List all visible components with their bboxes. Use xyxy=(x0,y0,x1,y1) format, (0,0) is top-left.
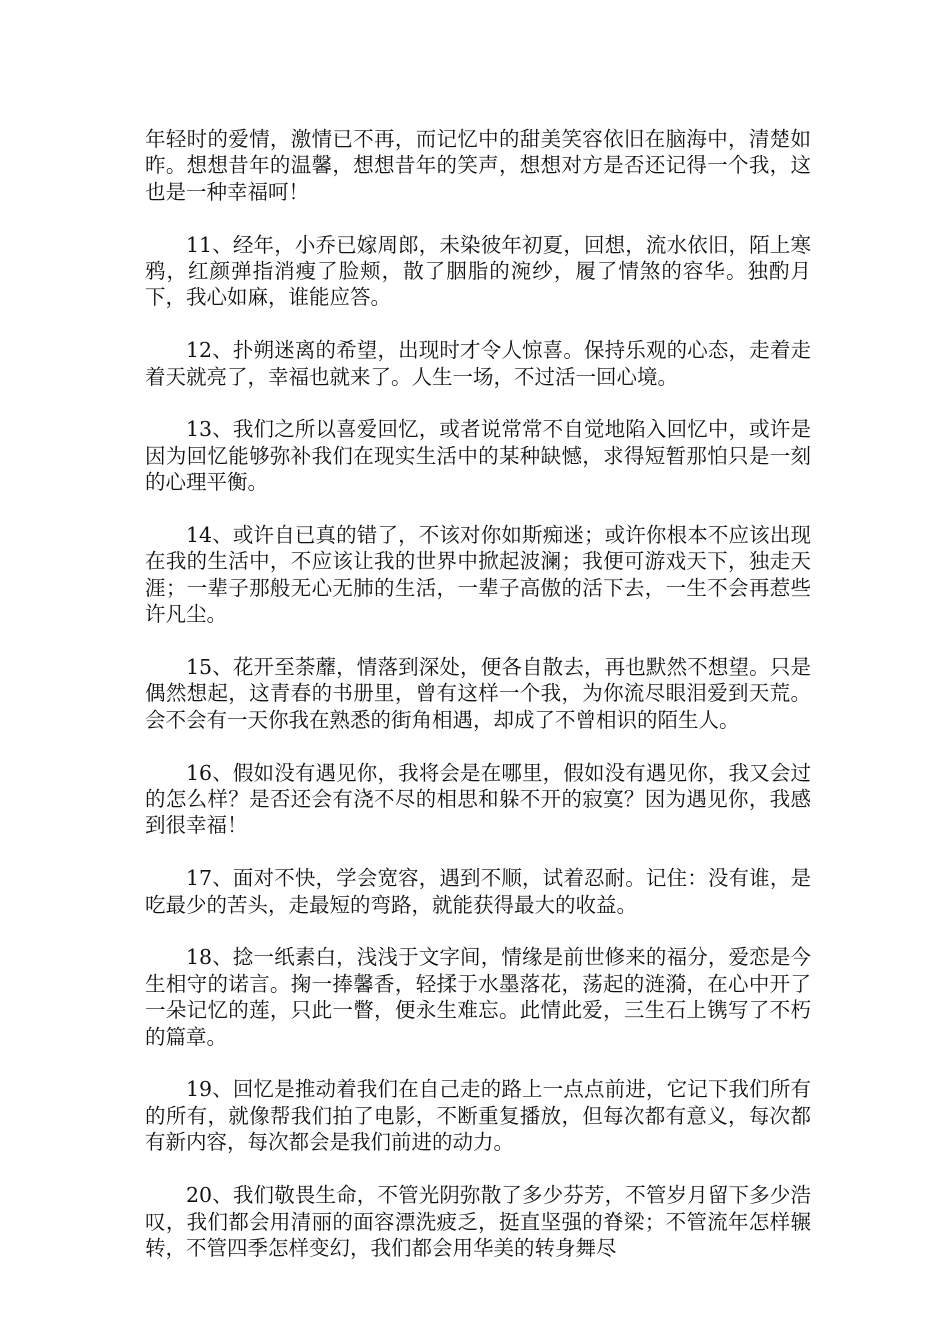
paragraph-item-12: 12、扑朔迷离的希望，出现时才令人惊喜。保持乐观的心态，走着走着天就亮了，幸福也就来了。人生一场，不过活一回心境。 xyxy=(145,338,811,389)
paragraph-item-13: 13、我们之所以喜爱回忆，或者说常常不自觉地陷入回忆中，或许是因为回忆能够弥补我们在现实生活中的某种缺憾，求得短暂那怕只是一刻的心理平衡。 xyxy=(145,417,811,495)
paragraph-item-16: 16、假如没有遇见你，我将会是在哪里，假如没有遇见你，我又会过的怎么样？是否还会有浇不尽的相思和躲不开的寂寞？因为遇见你，我感到很幸福！ xyxy=(145,760,811,838)
paragraph-continuation: 年轻时的爱情，激情已不再，而记忆中的甜美笑容依旧在脑海中，清楚如昨。想想昔年的温馨，想想昔年的笑声，想想对方是否还记得一个我，这也是一种幸福呵！ xyxy=(145,127,811,204)
document-page xyxy=(145,126,811,1288)
paragraph-item-15: 15、花开至荼蘼，情落到深处，便各自散去，再也默然不想望。只是偶然想起，这青春的书册里，曾有这样一个我，为你流尽眼泪爱到天荒。会不会有一天你我在熟悉的街角相遇，却成了不曾相识的陌生人。 xyxy=(145,655,811,732)
paragraph-item-19: 19、回忆是推动着我们在自己走的路上一点点前进，它记下我们所有的所有，就像帮我们拍了电影，不断重复播放，但每次都有意义，每次都有新内容，每次都会是我们前进的动力。 xyxy=(145,1077,811,1155)
paragraph-item-20: 20、我们敬畏生命，不管光阴弥散了多少芬芳，不管岁月留下多少浩叹，我们都会用清丽的面容漂洗疲乏，挺直坚强的脊梁；不管流年怎样辗转，不管四季怎样变幻，我们都会用华美的转身舞尽 xyxy=(145,1183,811,1260)
paragraph-item-11: 11、经年，小乔已嫁周郎，未染彼年初夏，回想，流水依旧，陌上寒鸦，红颜弹指消瘦了脸颊，散了胭脂的涴纱，履了情煞的容华。独酌月下，我心如麻，谁能应答。 xyxy=(145,232,811,310)
paragraph-item-17: 17、面对不快，学会宽容，遇到不顺，试着忍耐。记住：没有谁，是吃最少的苦头，走最短的弯路，就能获得最大的收益。 xyxy=(145,866,811,917)
paragraph-item-14: 14、或许自已真的错了，不该对你如斯痴迷；或许你根本不应该出现在我的生活中，不应该让我的世界中掀起波澜；我便可游戏天下，独走天涯；一辈子那般无心无肺的生活，一辈子高傲的活下去，一生不会再惹些许凡尘。 xyxy=(145,523,811,627)
paragraph-item-18: 18、捻一纸素白，浅浅于文字间，情缘是前世修来的福分，爱恋是今生相守的诺言。掬一捧馨香，轻揉于水墨落花，荡起的涟漪，在心中开了一朵记忆的莲，只此一瞥，便永生难忘。此情此爱，三生石上镌写了不朽的篇章。 xyxy=(145,945,811,1049)
